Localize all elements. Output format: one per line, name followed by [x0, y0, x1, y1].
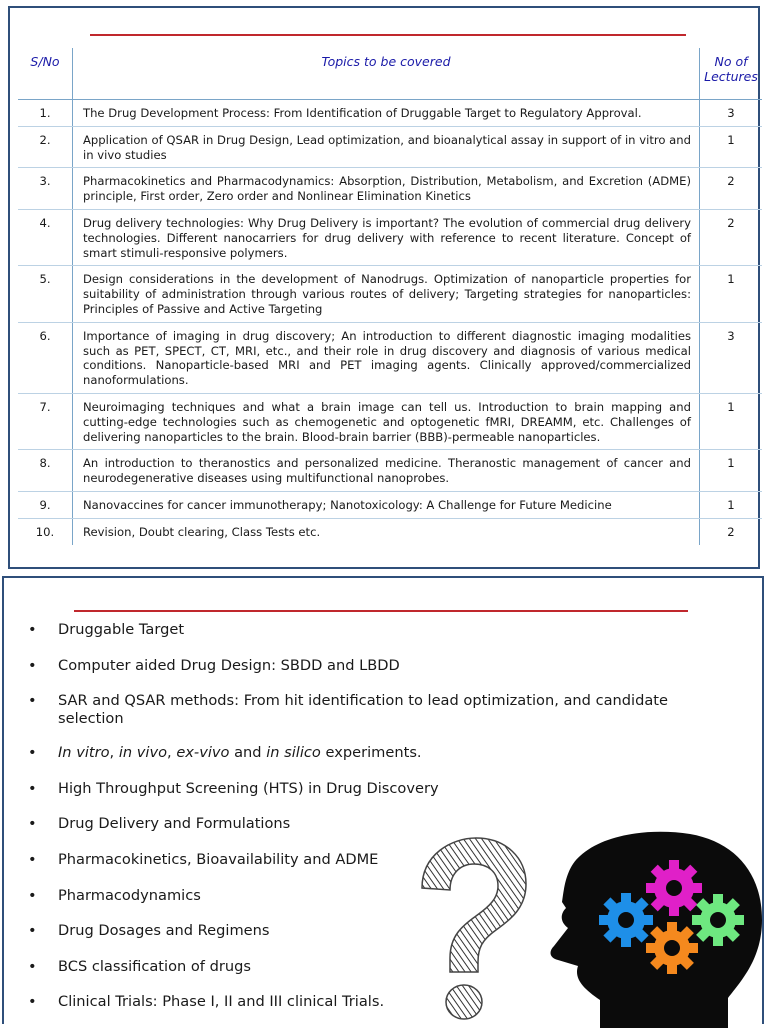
blue-gear-icon	[599, 893, 653, 947]
row-topic: Drug delivery technologies: Why Drug Delivery is important? The evolution of commercial drug delivery technologies. Different nanocarriers for drug delivery with reference to recent literature. Concept of smart stimuli-responsive polymers.	[73, 209, 700, 265]
green-gear-icon	[692, 894, 744, 946]
table-row	[18, 100, 762, 127]
bullet-icon: •	[28, 957, 37, 975]
list-item	[28, 692, 738, 728]
magenta-gear-icon	[646, 860, 702, 916]
list-item-text: Drug Dosages and Regimens	[58, 922, 270, 940]
row-topic: The Drug Development Process: From Identification of Druggable Target to Regulatory Approval.	[73, 100, 700, 127]
row-lectures: 1	[700, 393, 763, 449]
row-lectures: 1	[700, 126, 763, 168]
list-item-text: BCS classification of drugs	[58, 957, 251, 975]
row-lectures: 2	[700, 518, 763, 544]
experiments-text: experiments.	[320, 744, 422, 762]
bullet-icon: •	[28, 886, 37, 904]
row-sno: 1.	[18, 100, 73, 127]
row-sno: 3.	[18, 168, 73, 210]
header-sno: S/No	[18, 48, 73, 100]
bullet-icon: •	[28, 993, 37, 1011]
in-silico-text: in silico	[266, 744, 321, 762]
list-item	[28, 621, 728, 639]
bullet-icon: •	[28, 692, 37, 710]
row-lectures: 1	[700, 450, 763, 492]
list-item-text: Drug Delivery and Formulations	[58, 815, 291, 833]
separator-text: ,	[109, 744, 119, 762]
row-lectures: 1	[700, 266, 763, 322]
separator-text: ,	[167, 744, 177, 762]
table-row	[18, 168, 762, 210]
head-with-gears-icon	[540, 828, 766, 1028]
row-lectures: 3	[700, 322, 763, 393]
ex-vivo-text: ex-vivo	[176, 744, 230, 762]
header-topics: Topics to be covered	[73, 48, 700, 100]
table-row	[18, 491, 762, 518]
row-sno: 4.	[18, 209, 73, 265]
bullet-icon: •	[28, 815, 37, 833]
list-item-text: High Throughput Screening (HTS) in Drug Discovery	[58, 779, 439, 797]
orange-gear-icon	[646, 922, 698, 974]
row-lectures: 2	[700, 168, 763, 210]
row-sno: 6.	[18, 322, 73, 393]
row-sno: 7.	[18, 393, 73, 449]
list-item	[28, 744, 728, 762]
row-topic: Importance of imaging in drug discovery; An introduction to different diagnostic imaging modalities such as PET, SPECT, CT, MRI, etc., and their role in drug discovery and diagnosis of various medical conditions. Nanoparticle-based MRI and PET imaging agents. Clinically approved/commercialized nanoformulations.	[73, 322, 700, 393]
table-row	[18, 266, 762, 322]
bullet-icon: •	[28, 779, 37, 797]
table-header-row	[18, 48, 762, 100]
in-vivo-text: in vivo	[118, 744, 168, 762]
bullet-icon: •	[28, 850, 37, 868]
bullet-icon: •	[28, 922, 37, 940]
row-lectures: 3	[700, 100, 763, 127]
title-rule	[74, 610, 688, 612]
list-item-text: Clinical Trials: Phase I, II and III clinical Trials.	[58, 993, 385, 1011]
bullet-icon: •	[28, 621, 37, 638]
list-item	[28, 657, 728, 675]
table-row	[18, 126, 762, 168]
bullet-icon: •	[28, 656, 37, 674]
list-item	[28, 780, 728, 798]
row-sno: 2.	[18, 126, 73, 168]
row-sno: 5.	[18, 266, 73, 322]
bullet-icon: •	[28, 744, 37, 762]
row-lectures: 1	[700, 491, 763, 518]
row-sno: 8.	[18, 450, 73, 492]
list-item-text: Druggable Target	[58, 621, 185, 638]
row-topic: Nanovaccines for cancer immunotherapy; Nanotoxicology: A Challenge for Future Medicine	[73, 491, 700, 518]
row-topic: Revision, Doubt clearing, Class Tests etc.	[83, 524, 321, 539]
table-row	[18, 450, 762, 492]
list-item-text: Pharmacodynamics	[58, 886, 201, 904]
and-text: and	[229, 744, 267, 762]
row-sno: 10.	[18, 518, 73, 544]
row-topic: Neuroimaging techniques and what a brain image can tell us. Introduction to brain mapping and cutting-edge technologies such as chemogenetic and optogenetic fMRI, DREAMM, etc. Challenges of delivering nanoparticles to the brain. Blood-brain barrier (BBB)-permeable nanoparticles.	[73, 393, 700, 449]
topics-slide	[2, 576, 764, 1024]
in-vitro-text: In vitro	[58, 744, 110, 762]
syllabus-table	[18, 48, 762, 545]
syllabus-slide	[8, 6, 760, 569]
table-row	[18, 393, 762, 449]
list-item-text: SAR and QSAR methods: From hit identification to lead optimization, and candidate selection	[58, 692, 669, 728]
row-lectures: 2	[700, 209, 763, 265]
row-topic: Pharmacokinetics and Pharmacodynamics: Absorption, Distribution, Metabolism, and Excretion (ADME) principle, First order, Zero order and Nonlinear Elimination Kinetics	[73, 168, 700, 210]
question-mark-icon	[412, 836, 530, 1026]
table-row	[18, 322, 762, 393]
table-row	[18, 209, 762, 265]
row-topic: Application of QSAR in Drug Design, Lead optimization, and bioanalytical assay in support of in vitro and in vivo studies	[73, 126, 700, 168]
header-lectures: No of Lectures	[700, 48, 763, 100]
title-rule	[90, 34, 686, 36]
row-topic: Design considerations in the development of Nanodrugs. Optimization of nanoparticle properties for suitability of administration through various routes of delivery; Targeting strategies for nanoparticles: Principles of Passive and Active Targeting	[73, 266, 700, 322]
list-item-text: Pharmacokinetics, Bioavailability and ADME	[58, 850, 379, 868]
table-row	[18, 518, 762, 544]
row-sno: 9.	[18, 491, 73, 518]
row-topic: An introduction to theranostics and personalized medicine. Theranostic management of cancer and neurodegenerative diseases using multifunctional nanoprobes.	[73, 450, 700, 492]
list-item-text: Computer aided Drug Design: SBDD and LBDD	[58, 656, 400, 674]
